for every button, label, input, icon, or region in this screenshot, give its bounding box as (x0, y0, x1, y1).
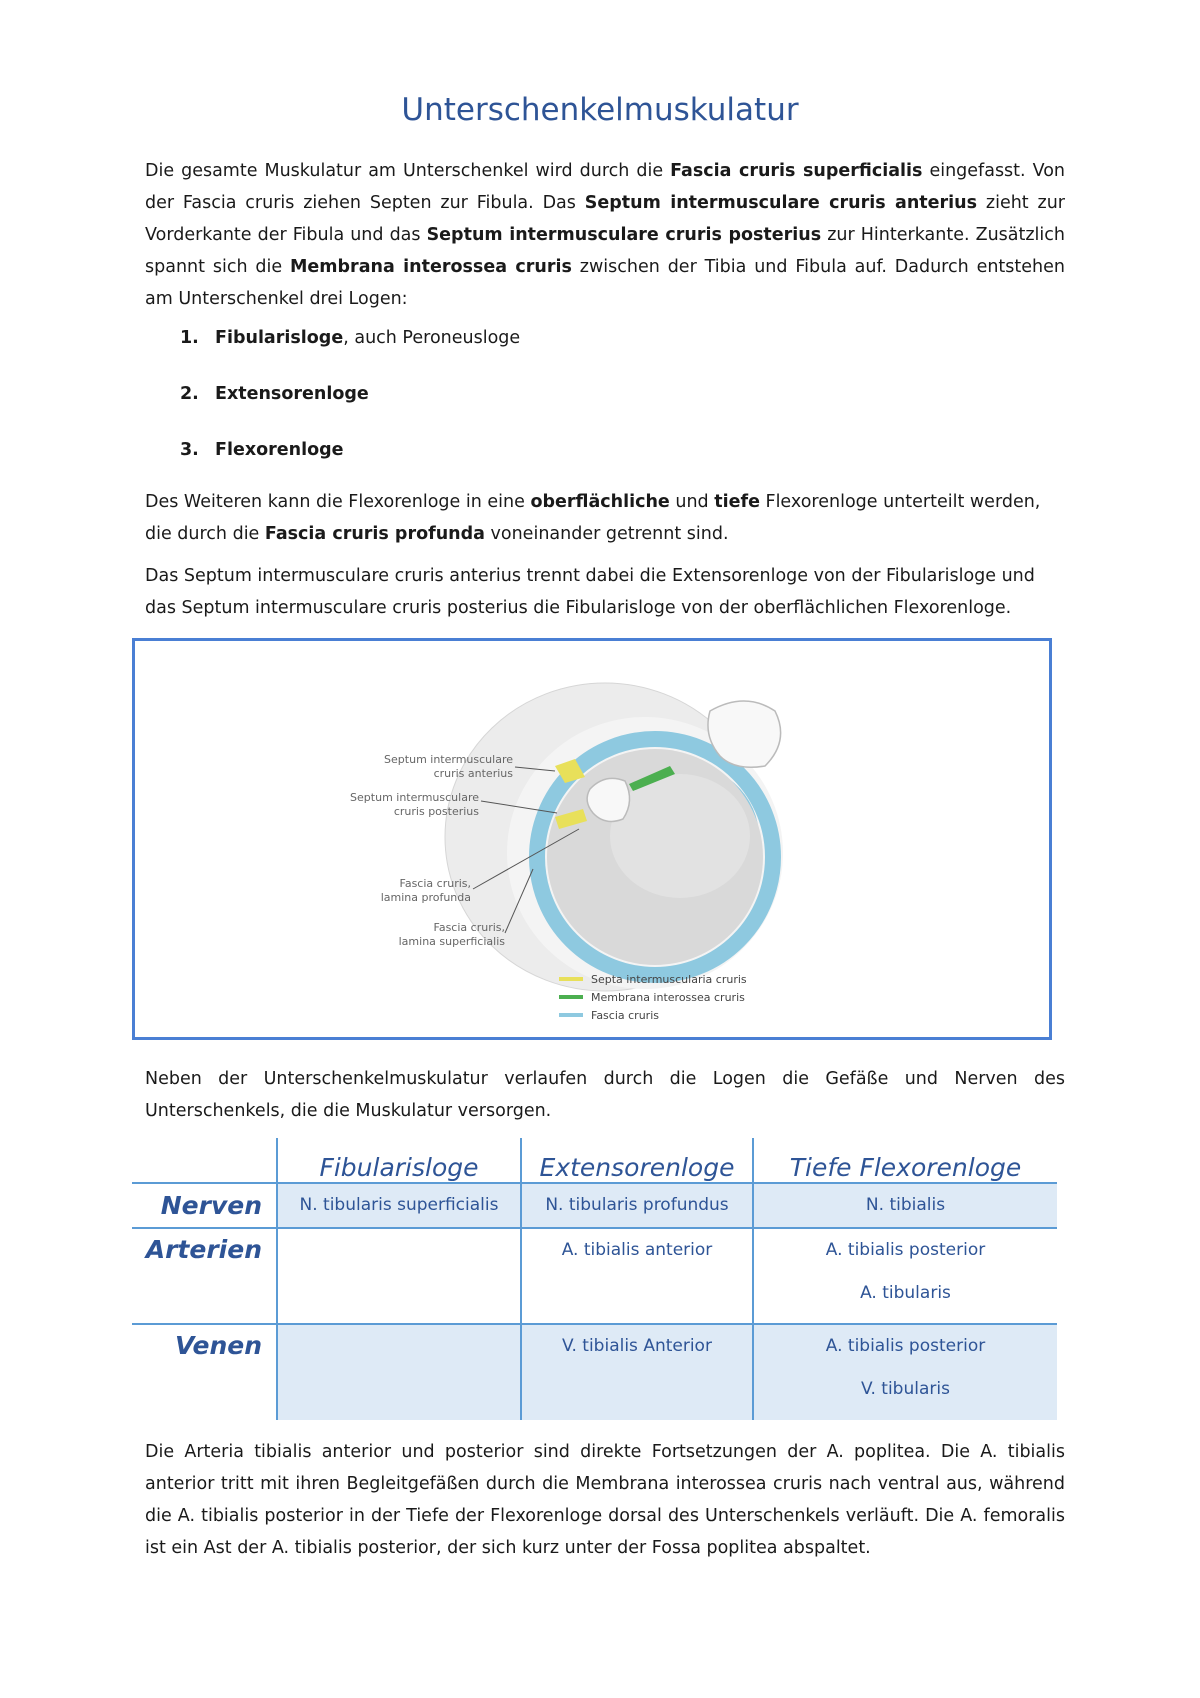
row-header: Venen (132, 1324, 277, 1420)
table-row (132, 1324, 1057, 1420)
cell-text: N. tibialis (865, 1195, 946, 1215)
list-rest: , auch Peroneusloge (343, 328, 521, 348)
list-number: 2. (180, 384, 199, 404)
label-fascia-profunda-2: lamina profunda (380, 891, 471, 904)
list-term: Flexorenloge (215, 440, 344, 460)
label-septum-anterius-1: Septum intermusculare (384, 753, 513, 766)
table-cell (277, 1183, 521, 1228)
cell-text: N. tibularis profundus (545, 1195, 729, 1215)
flexor-paragraph (145, 486, 1065, 550)
list-item (145, 328, 520, 348)
leg-cross-section-illustration (135, 641, 1049, 1037)
table-cell (521, 1183, 753, 1228)
flexor-term-tief: tiefe (714, 492, 760, 512)
flexor-text-4: voneinander getrennt sind. (484, 524, 729, 544)
flexor-term-oberflaechlich: oberflächliche (530, 492, 670, 512)
legend-label-fascia: Fascia cruris (591, 1009, 659, 1022)
arteria-paragraph: Die Arteria tibialis anterior und posterior sind direkte Fortsetzungen der A. poplitea. Die A. tibialis anterior tritt mit ihren Begleitgefäßen durch die Membrana interossea cruris nach ventral aus, während die A. tibialis posterior in der Tiefe der Flexorenloge dorsal des Unterschenkels verläuft. Die A. femoralis ist ein Ast der A. tibialis posterior, der sich kurz unter der Fossa poplitea abspaltet. (145, 1442, 1065, 1558)
row-header-text: Arterien (145, 1235, 262, 1264)
cell-text: A. tibialis posterior (825, 1240, 986, 1260)
label-fascia-superficialis-1: Fascia cruris, (433, 921, 505, 934)
column-header: Fibularisloge (277, 1138, 521, 1183)
cell-text: A. tibularis (860, 1283, 951, 1303)
intro-text-1: Die gesamte Muskulatur am Unterschenkel wird durch die (145, 161, 671, 181)
table-header-row (132, 1138, 1057, 1183)
list-item (145, 440, 344, 460)
flexor-term-fascia-profunda: Fascia cruris profunda (264, 524, 485, 544)
intro-text-4: zur Hinterkante. Zusätzlich spannt sich die (145, 225, 1065, 277)
legend-label-membrana: Membrana interossea cruris (591, 991, 745, 1004)
table-row (132, 1228, 1057, 1324)
cell-text: A. tibialis anterior (561, 1240, 713, 1260)
table-corner (132, 1138, 277, 1183)
flexor-compartment (610, 774, 750, 898)
page-title: Unterschenkelmuskulatur (401, 92, 799, 128)
flexor-text-2: und (669, 492, 715, 512)
table-row (132, 1183, 1057, 1228)
intro-paragraph (145, 155, 1065, 315)
list-number: 3. (180, 440, 199, 460)
legend-label-septa: Septa intermuscularia cruris (591, 973, 747, 986)
table-cell (753, 1324, 1057, 1420)
list-item (145, 384, 369, 404)
flexor-text-3: Flexorenloge unterteilt werden, die durch die (145, 492, 1041, 544)
table-cell (753, 1183, 1057, 1228)
label-septum-posterius-1: Septum intermusculare (350, 791, 479, 804)
row-header (132, 1228, 277, 1324)
intro-term-septum-posterius: Septum intermusculare cruris posterius (426, 225, 822, 245)
column-header: Extensorenloge (521, 1138, 753, 1183)
intro-term-membrana: Membrana interossea cruris (290, 257, 572, 277)
label-fascia-superficialis-2: lamina superficialis (398, 935, 505, 948)
label-fascia-profunda-1: Fascia cruris, (399, 877, 471, 890)
intro-term-fascia-superficialis: Fascia cruris superficialis (670, 161, 923, 181)
septum-paragraph: Das Septum intermusculare cruris anterius trennt dabei die Extensorenloge von der Fibularisloge und das Septum intermusculare cruris posterius die Fibularisloge von der oberflächlichen Flexorenloge. (145, 566, 1035, 618)
intro-text-3: zieht zur Vorderkante der Fibula und das (145, 193, 1065, 245)
label-septum-anterius-2: cruris anterius (433, 767, 513, 780)
intro-text-5: zwischen der Tibia und Fibula auf. Dadurch entstehen am Unterschenkel drei Logen: (145, 257, 1065, 309)
label-septum-posterius-2: cruris posterius (393, 805, 479, 818)
table-cell (521, 1324, 753, 1420)
table-cell (277, 1228, 521, 1324)
cell-text: V. tibularis (861, 1379, 950, 1399)
intro-term-septum-anterius: Septum intermusculare cruris anterius (584, 193, 978, 213)
column-header: Tiefe Flexorenloge (753, 1138, 1057, 1183)
list-term: Extensorenloge (215, 384, 369, 404)
cell-text: A. tibialis posterior (825, 1336, 986, 1356)
cell-text: V. tibialis Anterior (562, 1336, 712, 1356)
cell-text: N. tibularis superficialis (299, 1195, 499, 1215)
list-term: Fibularisloge (215, 328, 344, 348)
list-number: 1. (180, 328, 199, 348)
vessels-nerves-table (132, 1138, 1057, 1420)
table-cell (521, 1228, 753, 1324)
row-header: Nerven (132, 1183, 277, 1228)
anatomy-figure (132, 638, 1052, 1040)
intro-text-2: eingefasst. Von der Fascia cruris ziehen Septen zur Fibula. Das (145, 161, 1065, 213)
gefaesse-paragraph: Neben der Unterschenkelmuskulatur verlaufen durch die Logen die Gefäße und Nerven des Unterschenkels, die die Muskulatur versorgen. (145, 1069, 1065, 1121)
table-cell (277, 1324, 521, 1420)
flexor-text-1: Des Weiteren kann die Flexorenloge in eine (145, 492, 531, 512)
table-cell (753, 1228, 1057, 1324)
